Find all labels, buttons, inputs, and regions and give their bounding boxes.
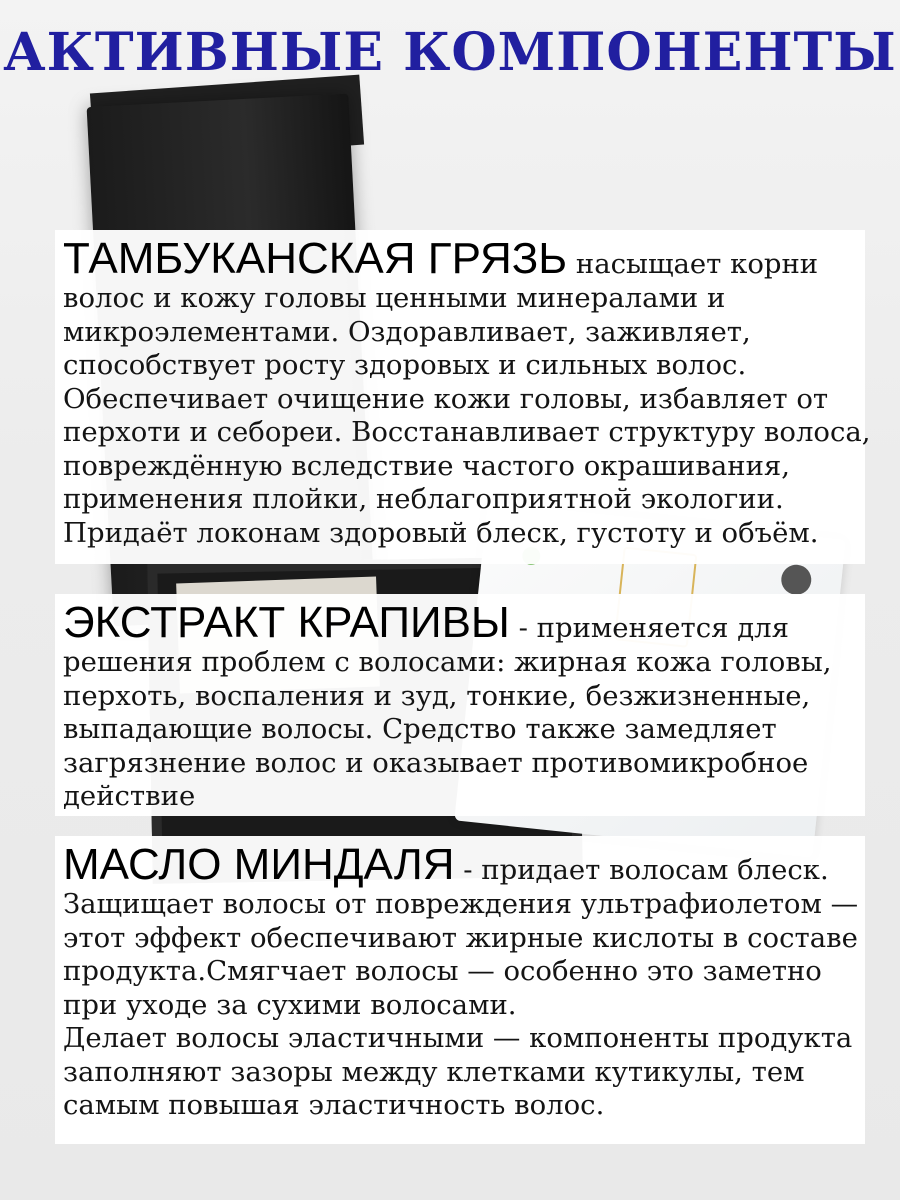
ink-blot	[780, 563, 813, 596]
section-intro-text: - применяется для	[509, 612, 789, 644]
section-heading: МАСЛО МИНДАЛЯ	[63, 840, 455, 889]
section-text-line: заполняют зазоры между клетками кутикулы, тем	[63, 1055, 805, 1088]
section-text-line: загрязнение волос и оказывает противомикробное	[63, 746, 809, 779]
section-text-line: повреждённую вследствие частого окрашивания,	[63, 449, 790, 482]
section-panel-almond-oil	[55, 836, 865, 1144]
section-text-line: перхоть, воспаления и зуд, тонкие, безжизненные,	[63, 679, 811, 712]
section-panel-nettle-extract	[55, 594, 865, 816]
section-text-line: Придаёт локонам здоровый блеск, густоту и объём.	[63, 516, 819, 549]
section-text-line: способствует росту здоровых и сильных волос.	[63, 349, 747, 381]
section-text-line: волос и кожу головы ценными минералами и	[63, 282, 726, 314]
section-text-line: самым повышая эластичность волос.	[63, 1089, 605, 1121]
section-intro-text: насыщает корни	[567, 248, 819, 280]
section-first-line	[63, 600, 857, 646]
section-heading: ТАМБУКАНСКАЯ ГРЯЗЬ	[63, 234, 568, 283]
section-text-line: этот эффект обеспечивают жирные кислоты в составе	[63, 921, 858, 954]
section-heading: ЭКСТРАКТ КРАПИВЫ	[63, 598, 510, 647]
section-text-line: действие	[63, 780, 196, 812]
section-text-line: выпадающие волосы. Средство также замедляет	[63, 713, 777, 745]
section-panel-tambukan-mud	[55, 230, 871, 564]
section-text-line: продукта.Смягчает волосы — особенно это заметно	[63, 955, 822, 987]
section-text-line: микроэлементами. Оздоравливает, заживляет,	[63, 315, 751, 348]
section-intro-text: - придает волосам блеск.	[454, 854, 829, 886]
page-title: АКТИВНЫЕ КОМПОНЕНТЫ	[3, 22, 897, 83]
section-text-line: Защищает волосы от повреждения ультрафиолетом —	[63, 888, 859, 920]
section-text-line: перхоти и себореи. Восстанавливает структуру волоса,	[63, 416, 871, 448]
section-text-line: Делает волосы эластичными — компоненты продукта	[63, 1022, 853, 1054]
section-text-line: Обеспечивает очищение кожи головы, избавляет от	[63, 382, 829, 415]
section-first-line	[63, 236, 857, 282]
section-text-line: решения проблем с волосами: жирная кожа головы,	[63, 646, 832, 678]
section-text-line: при уходе за сухими волосами.	[63, 988, 517, 1021]
section-text-line: применения плойки, неблагоприятной экологии.	[63, 483, 784, 515]
section-first-line	[63, 842, 857, 888]
